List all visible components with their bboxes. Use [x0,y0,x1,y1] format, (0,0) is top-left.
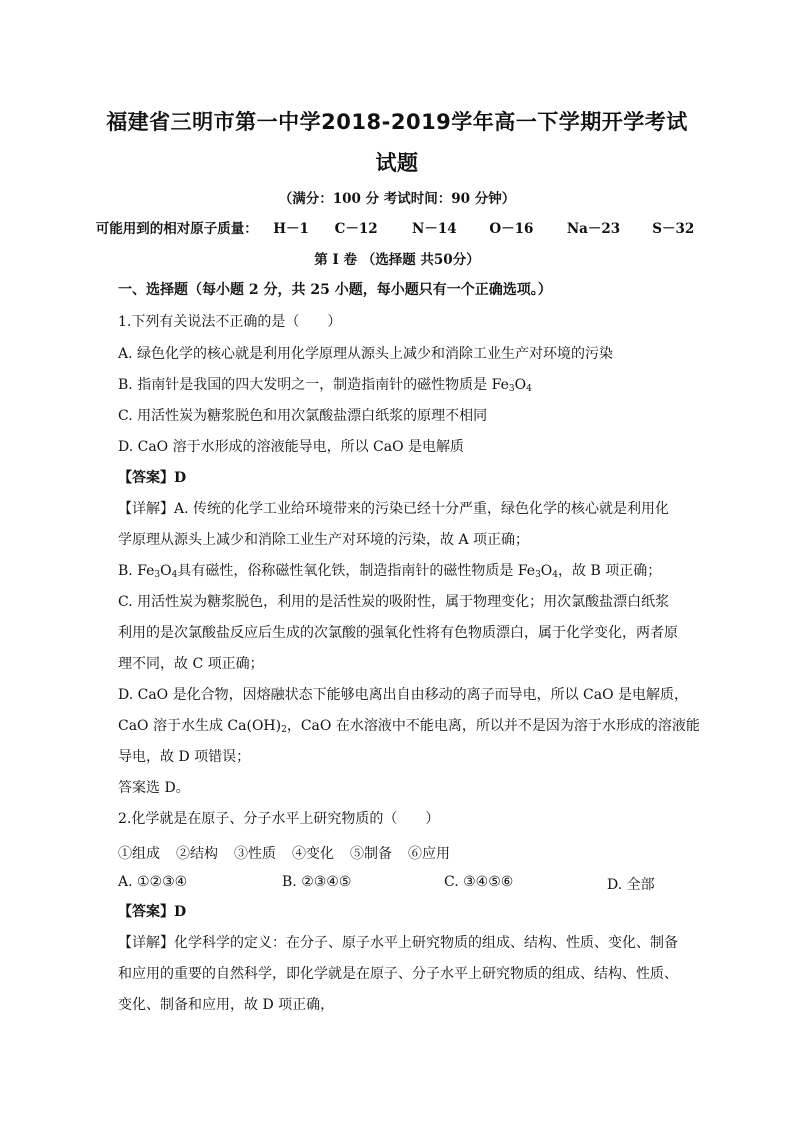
q1-stem: 1.下列有关说法不正确的是（ ） [118,314,342,330]
atomic-mass-item: C－12 [334,221,378,237]
subscript: 4 [552,570,559,580]
q1-option-a: A. 绿色化学的核心就是利用化学原理从源头上减少和消除工业生产对环境的污染 [118,346,614,362]
q2-detail-line: 变化、制备和应用，故 D 项正确， [118,997,335,1013]
q1-detail-text: 具有磁性，俗称磁性氧化铁，制造指南针的磁性物质是 Fe [177,563,536,579]
subscript: 3 [508,384,515,394]
q1-detail-line: 理不同，故 C 项正确； [118,656,264,672]
atomic-mass-item: Na－23 [566,221,621,237]
q2-option-c: C. ③④⑤⑥ [444,874,514,890]
q1-detail-line: C. 用活性炭为糖浆脱色，利用的是活性炭的吸附性，属于物理变化；用次氯酸盐漂白纸浆 [118,594,670,610]
q2-item: ⑤制备 [350,846,392,862]
exam-meta: （满分：100 分 考试时间：90 分钟） [278,191,516,207]
q1-option-d: D. CaO 溶于水形成的溶液能导电，所以 CaO 是电解质 [118,439,465,455]
q2-item: ②结构 [176,846,218,862]
q1-detail-line: 导电，故 D 项错误； [118,749,251,765]
q1-detail-line: 利用的是次氯酸盐反应后生成的次氯酸的强氧化性将有色物质漂白，属于化学变化，两者原 [118,625,678,641]
part-title: 一、选择题（每小题 2 分，共 25 小题，每小题只有一个正确选项。） [118,282,552,298]
q2-detail-line: 和应用的重要的自然科学，即化学就是在原子、分子水平上研究物质的组成、结构、性质、 [118,966,678,982]
q1-detail-line: D. CaO 是化合物，因熔融状态下能够电离出自由移动的离子而导电，所以 CaO 是电解质， [118,687,689,703]
atomic-mass-item: N－14 [412,221,457,237]
q2-item: ⑥应用 [408,846,450,862]
subscript: 4 [526,384,532,394]
q1-conclusion: 答案选 D。 [118,780,190,796]
subscript: 3 [535,570,541,580]
q1-detail-line [118,564,678,578]
atomic-mass-item: S－32 [652,221,695,237]
q1-detail-line: 【详解】A. 传统的化学工业给环境带来的污染已经十分严重，绿色化学的核心就是利用化 [118,501,670,517]
q1-detail-line [118,718,700,735]
section-title: 第 I 卷 （选择题 共50分） [314,252,480,268]
q1-detail-text: CaO 溶于水生成 Ca(OH) [118,718,282,734]
q2-option-a: A. ①②③④ [118,874,188,890]
atomic-mass-item: O－16 [489,221,534,237]
q2-option-d: D. 全部 [607,877,655,893]
q2-item: ①组成 [118,846,160,862]
q1-detail-text: B. Fe [118,563,155,579]
q2-item: ③性质 [234,846,276,862]
q1-answer: 【答案】D [118,470,187,486]
document-title-line1: 福建省三明市第一中学2018-2019学年高一下学期开学考试 [106,110,688,134]
q1-detail-text: O [540,563,553,579]
q2-option-b: B. ②③④⑤ [282,874,352,890]
q2-options [118,874,678,893]
q2-answer: 【答案】D [118,904,187,920]
q1-detail-text: ，故 B 项正确； [558,563,662,579]
atomic-masses-label: 可能用到的相对原子质量： [95,221,258,237]
q2-stem: 2.化学就是在原子、分子水平上研究物质的（ ） [118,811,440,827]
q2-detail-line: 【详解】化学科学的定义：在分子、原子水平上研究物质的组成、结构、性质、变化、制备 [118,935,678,951]
q2-items [118,843,678,862]
q1-option-b-text: B. 指南针是我国的四大发明之一，制造指南针的磁性物质是 Fe [118,377,509,393]
subscript: 3 [154,570,161,580]
q1-detail-line: 学原理从源头上减少和消除工业生产对环境的污染，故 A 项正确； [118,532,530,548]
atomic-mass-item: H－1 [273,221,309,237]
q2-item: ④变化 [292,846,334,862]
subscript: 4 [171,570,178,580]
atomic-masses [0,217,794,237]
q1-option-c: C. 用活性炭为糖浆脱色和用次氯酸盐漂白纸浆的原理不相同 [118,408,488,424]
q1-detail-text: ，CaO 在水溶液中不能电离，所以并不是因为溶于水形成的溶液能 [286,718,700,734]
document-title-line2: 试题 [375,151,419,175]
subscript: 2 [281,725,287,735]
q1-option-b [118,378,678,392]
q1-detail-text: O [160,563,172,579]
q1-option-b-text: O [514,377,527,393]
